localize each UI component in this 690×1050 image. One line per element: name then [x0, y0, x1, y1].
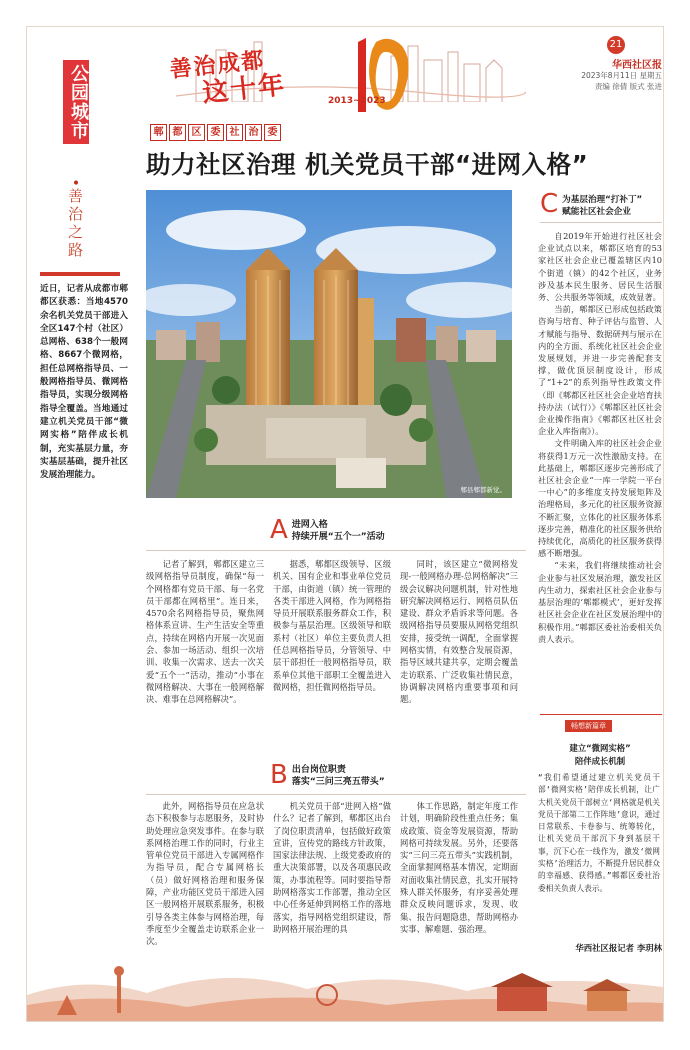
sidebar-title [540, 742, 660, 768]
section-c-paragraph: “未来，我们将继续推动社会企业参与社区发展治理，激发社区内生动力，探索社区社会企业参与基层治理的‘郫都模式’，更好发挥社区社会企业在社区发展治理中的积极作用。”郫都区委社治委相关负责人表示。 [538, 560, 662, 644]
section-a-header [270, 515, 385, 545]
paper-name: 华西社区报 [612, 60, 662, 71]
kicker [150, 124, 281, 141]
section-b-title2: 落实“三问三亮五带头” [291, 777, 385, 787]
kicker-char: 委 [207, 124, 224, 141]
series-title [169, 46, 288, 110]
kicker-char: 都 [169, 124, 186, 141]
kicker-char: 治 [245, 124, 262, 141]
section-b-paragraph: 此外，网格指导员在应急状态下积极参与志愿服务，及时协助处理应急突发事件。在参与联系网格治理工作的同时，行业主管单位党员干部进入专属网格作为指导员，配合专属网格长（员）做好网格治理和服务保障，产业功能区党员干部进入园区一般网格开展联系服务，积极引导各类主体参与网格治理，每季度至少全覆盖走访联系企业一次。 [146, 801, 264, 947]
sidebar-rule [540, 714, 662, 715]
editor-credits: 责编 徐倩 版式 张进 [594, 82, 662, 91]
section-c-letter: C [540, 189, 559, 219]
section-subtitle: 善治之路 [66, 188, 84, 260]
section-b-column-2 [273, 800, 391, 935]
section-b-rule [146, 794, 526, 795]
section-c-paragraph: 文件明确入库的社区社会企业将获得1万元一次性激励支持。在此基础上，郫都区逐步完善形成了社区社会企业“一库一学院一平台一中心”的多维度支持发展矩阵及治理格局，多元化的社区服务资源不断汇聚，立体化的社区服务体系逐步完善，精准化的社区服务供给持续优化，高质化的社区服务获得感不断增强。 [538, 438, 662, 559]
kicker-char: 郫 [150, 124, 167, 141]
sidebar-quote: “我们希望通过建立机关党员干部‘微网实格’陪伴成长机制，让广大机关党员干部树立‘网格就是机关党员干部第二工作阵地’意识，通过日常联系、卡卷参与、统筹转化，让机关党员干部沉下身到基层干事，沉下心在一线作为，激发‘微网实格’治理活力，不断提升居民群众的幸福感、获得感。”郫都区委社治委相关负责人表示。 [538, 773, 660, 893]
page-number: 21 [607, 36, 625, 54]
section-c-header [540, 189, 643, 219]
section-b-paragraph: 体工作思路，制定年度工作计划，明确阶段性重点任务；集成政策、资金等发展资源，帮助网格可持续发展。另外，还要落实“三问三亮五带头”实践机制，全面掌握网格基本情况，定期面对面收集社情民意，扎实开展特殊人群关怀服务，有序妥善处理群众反映问题诉求，发现、收集、报告问题隐患，帮助网格办实事、解难题、强治理。 [400, 801, 518, 934]
sidebar-tag: 畅想新篇章 [565, 720, 612, 732]
section-a-column-1 [146, 558, 264, 706]
kicker-char: 区 [188, 124, 205, 141]
section-a-paragraph: 记者了解到，郫都区建立三级网格指导员制度，确保“每一个网格都有党员干部、每一名党员干部都在网格里”。连日来，4570余名网格指导员，聚焦网格体系宣讲、生产生活安全等重点，持续在网格内开展一次见面会、参加一场活动、组织一次培训、收集一次需求、送去一次关爱“五个一”活动，推动“小事在微网格解决、大事在一般网格解决、难事在总网格解决”。 [146, 559, 264, 705]
section-c-title2: 赋能社区社会企业 [562, 207, 631, 217]
section-tag-dot: • [71, 176, 81, 192]
aerial-photo [146, 190, 512, 498]
sidebar-title-line2: 陪伴成长机制 [574, 756, 626, 766]
section-b-paragraph: 机关党员干部“进网入格”做什么？记者了解到，郫都区出台了岗位职责清单，包括做好政策宣讲，宣传党的路线方针政策，国家法律法规、上级党委政府的重大决策部署，以及各项惠民政策，办事流程等。同时要指导帮助网格落实工作部署，推动全区中心任务延伸到网格工作的落地落实，指导网格党组织建设，帮助网格开展治理的具 [273, 801, 391, 934]
years-label: 2013~2023 [328, 96, 386, 106]
section-b-column-1 [146, 800, 264, 948]
section-a-title2: 持续开展“五个一”活动 [291, 532, 385, 542]
section-a-letter: A [270, 515, 288, 545]
section-b-title1: 出台岗位职责 [291, 765, 346, 775]
section-a-column-2 [273, 558, 391, 693]
sidebar-title-line1: 建立“微网实格” [569, 743, 631, 753]
kicker-char: 委 [264, 124, 281, 141]
lead-paragraph: 近日，记者从成都市郫都区获悉：当地4570余名机关党员干部进入全区147个村（社区）总网格、638个一般网格、8667个微网格，担任总网格指导员、一般网格指导员、微网格指导员，实现分级网格指导全覆盖。当地通过建立机关党员干部“微网实格”陪伴成长机制，充实基层力量，夯实基层基础，提升社区发展治理能力。 [40, 284, 128, 481]
section-a-paragraph: 据悉，郫都区级领导、区级机关、国有企业和事业单位党员干部，由街道（镇）统一管理的各类干部进入网格，作为网格指导员开展联系服务群众工作，积极参与基层治理。区级领导和联系村（社区）单位主要负责人担任总网格指导员，分管领导、中层干部担任一般网格指导员，联系单位其他干部职工全覆盖进入微网格，担任微网格指导员。 [273, 559, 391, 692]
footer-illustration [27, 955, 663, 1021]
section-a-column-3 [400, 558, 518, 706]
section-c-title1: 为基层治理“打补丁” [562, 195, 643, 205]
intro-divider [40, 272, 120, 276]
series-title-line1: 善治成都 [168, 48, 267, 83]
series-title-line2: 这十年 [200, 70, 288, 109]
section-c-paragraph: 当前，郫都区已形成包括政策咨询与培育、种子评估与监管、人才赋能与指导、数据研判与展示在内的全方面、系统化社区社会企业发展规划，并进一步完善配套支撑，做优顶层制度设计，形成了“1+2”的系列指导性政策文件（即《郫都区社区社会企业培育扶持办法（试行）》《郫都区社区社会企业操作指南》《郫都区社区社会企业入库指南》）。 [538, 304, 662, 437]
section-tag: 公园城市 [63, 60, 89, 144]
section-a-title1: 进网入格 [291, 520, 328, 530]
headline: 助力社区治理 机关党员干部“进网入格” [146, 150, 589, 179]
section-c-rule [540, 222, 662, 223]
section-b-letter: B [270, 760, 288, 790]
reporter-byline: 华西社区报记者 李玥林 [575, 943, 662, 953]
section-b-header [270, 760, 385, 790]
section-b-column-3 [400, 800, 518, 935]
kicker-char: 社 [226, 124, 243, 141]
section-c-body [538, 230, 662, 645]
issue-date: 2023年8月11日 星期五 [581, 71, 662, 80]
section-a-rule [146, 550, 526, 551]
photo-caption: 郫县郫都新觉。 [460, 486, 506, 494]
aerial-city-image [146, 190, 512, 498]
section-a-paragraph: 同时，该区建立“微网格发现-一般网格办理-总网格解决”三级会议解决问题机制，针对性地研究解决网格运行、网格员队伍建设、群众矛盾诉求等问题。各级网格指导员要服从网格党组织安排，接受统一调配，全面掌握网格实情，有效整合发展资源，指导区域共建共享，定期会覆盖走访联系、广泛收集社情民意，协调解决网格内重要事项和问题。 [400, 559, 518, 705]
section-c-paragraph: 自2019年开始进行社区社会企业试点以来，郫都区培育的53家社区社会企业已覆盖辖区内10个街道（镇）的42个社区，业务涉及基本民生服务、居民生活服务、公共服务等领域，成效显著。 [538, 231, 662, 303]
